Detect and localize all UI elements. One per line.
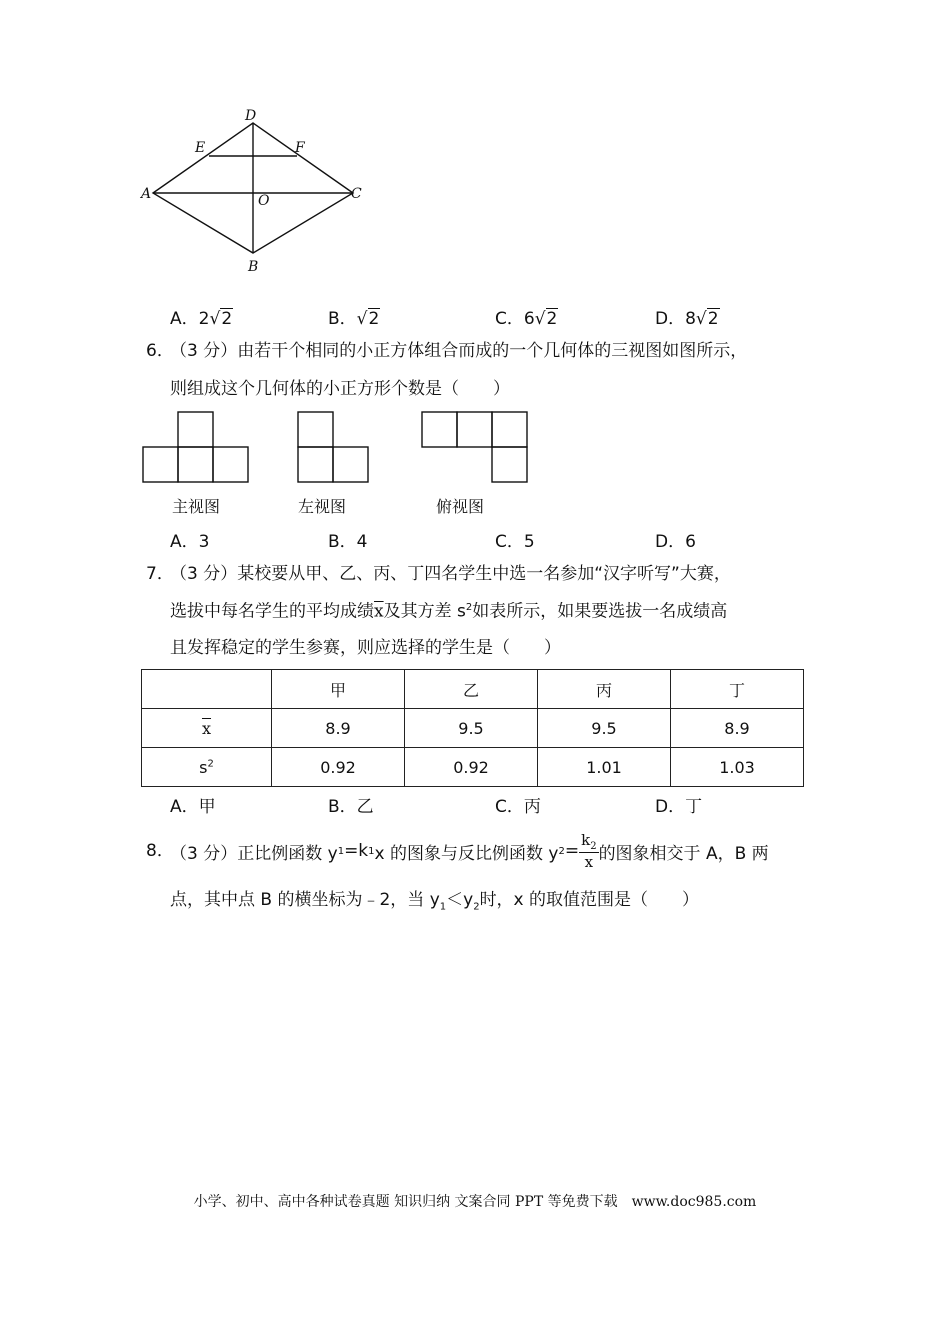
table-cell: 8.9 — [272, 709, 405, 748]
rhombus-figure — [135, 108, 375, 278]
q7-option-d: D．丁 — [655, 797, 703, 817]
row-label-mean: $\overline{x}$ — [142, 709, 272, 748]
table-cell: 1.03 — [671, 748, 804, 787]
q8-number: 8． — [146, 841, 174, 861]
q5-option-d: D．8√2 — [655, 309, 719, 329]
q7-line2: 选拔中每名学生的平均成绩$\overline{x}$及其方差 $s^2$如表所示，如果要选拔一名成绩高 — [170, 601, 728, 622]
q6-line2: 则组成这个几何体的小正方形个数是（ ） — [170, 379, 510, 399]
table-header-cell — [142, 670, 272, 709]
top-view-figure — [420, 410, 530, 488]
q7-line3: 且发挥稳定的学生参赛，则应选择的学生是（ ） — [170, 638, 561, 658]
table-cell: 1.01 — [538, 748, 671, 787]
q7-option-b: B．乙 — [328, 797, 374, 817]
label-d: D — [245, 108, 257, 124]
table-cell: 9.5 — [538, 709, 671, 748]
q6-number: 6． — [146, 341, 174, 361]
side-view-figure — [296, 410, 374, 488]
table-row — [142, 709, 804, 748]
q7-option-a: A．甲 — [170, 797, 216, 817]
table-header-cell: 丙 — [538, 670, 671, 709]
q8-line2: 点，其中点 B 的横坐标为﹣2，当 $y_1<y_2$时，x 的取值范围是（ ） — [170, 890, 700, 913]
table-cell: 0.92 — [272, 748, 405, 787]
table-row — [142, 748, 804, 787]
q6-option-d: D．6 — [655, 532, 696, 552]
side-view-caption: 左视图 — [298, 497, 347, 516]
q5-option-b: B．√2 — [328, 309, 380, 329]
row-label-variance: $s^2$ — [142, 748, 272, 787]
q6-option-a: A．3 — [170, 532, 210, 552]
q8-line1: （3 分）正比例函数 y 1 =k 1 x 的图象与反比例函数 y 2 = $\frac{k_2}{x}$ 的图象相交于 A，B 两 — [170, 831, 769, 871]
table-cell: 9.5 — [405, 709, 538, 748]
table-header-cell: 丁 — [671, 670, 804, 709]
q6-option-c: C．5 — [495, 532, 535, 552]
label-e: E — [195, 140, 206, 156]
front-view-figure — [142, 410, 252, 488]
stats-table — [141, 669, 804, 787]
fraction-k2-over-x: $\frac{k_2}{x}$ — [581, 831, 597, 871]
table-header-row — [142, 670, 804, 709]
q7-line1: （3 分）某校要从甲、乙、丙、丁四名学生中选一名参加“汉字听写”大赛， — [170, 564, 731, 584]
table-cell: 0.92 — [405, 748, 538, 787]
q7-option-c: C．丙 — [495, 797, 541, 817]
front-view-caption: 主视图 — [172, 497, 221, 516]
q6-option-b: B．4 — [328, 532, 368, 552]
q5-option-a: A．2√2 — [170, 309, 233, 329]
q7-number: 7． — [146, 564, 174, 584]
q6-line1: （3 分）由若干个相同的小正方体组合而成的一个几何体的三视图如图所示， — [170, 341, 748, 361]
label-o: O — [258, 193, 270, 209]
label-b: B — [248, 259, 259, 275]
q5-option-c: C．6√2 — [495, 309, 558, 329]
top-view-caption: 俯视图 — [436, 497, 485, 516]
label-c: C — [351, 186, 362, 202]
table-header-cell: 乙 — [405, 670, 538, 709]
page-footer: 小学、初中、高中各种试卷真题 知识归纳 文案合同 PPT 等免费下载 www.doc985.com — [193, 1194, 757, 1210]
label-f: F — [295, 140, 305, 156]
table-cell: 8.9 — [671, 709, 804, 748]
label-a: A — [141, 186, 152, 202]
table-header-cell: 甲 — [272, 670, 405, 709]
